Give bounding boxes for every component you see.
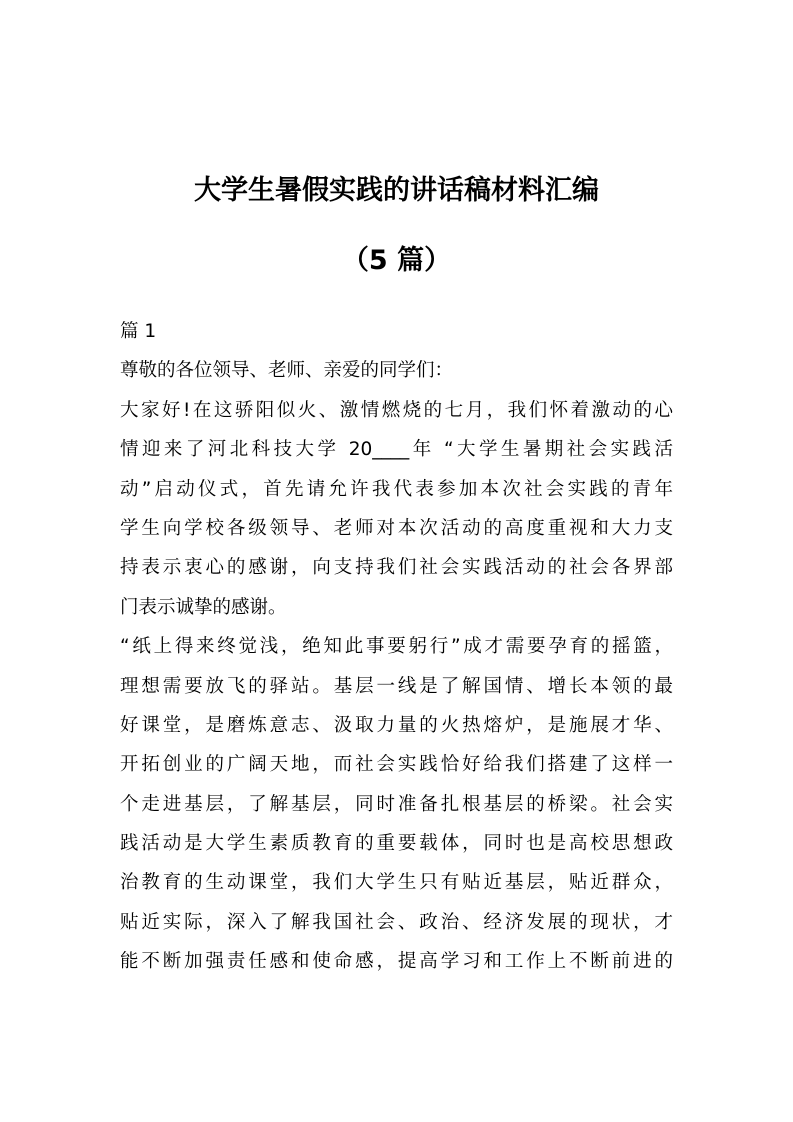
text-line: 门表示诚挚的感谢。 — [120, 596, 287, 618]
text-line: 践活动是大学生素质教育的重要载体，同时也是高校思想政 — [120, 833, 673, 855]
text-line: 好课堂，是磨炼意志、汲取力量的火热熔炉，是施展才华、 — [120, 714, 673, 736]
document-subtitle: （5 篇） — [341, 245, 452, 276]
text-line: 大家好!在这骄阳似火、激情燃烧的七月，我们怀着激动的心 — [120, 399, 673, 421]
text-line: 个走进基层，了解基层，同时准备扎根基层的桥梁。社会实 — [120, 793, 673, 815]
text-line: 学生向学校各级领导、老师对本次活动的高度重视和大力支 — [120, 517, 673, 539]
text-line: 持表示衷心的感谢，向支持我们社会实践活动的社会各界部 — [120, 557, 673, 579]
text-line: 开拓创业的广阔天地，而社会实践恰好给我们搭建了这样一 — [120, 754, 673, 776]
paragraph-2 — [120, 627, 673, 982]
paragraph-1 — [120, 391, 673, 627]
text-line: 情迎来了河北科技大学 20____年 “大学生暑期社会实践活 — [120, 439, 673, 461]
text-line: 贴近实际，深入了解我国社会、政治、经济发展的现状，才 — [120, 911, 673, 933]
text-line: 动”启动仪式，首先请允许我代表参加本次社会实践的青年 — [120, 478, 673, 500]
text-line: 理想需要放飞的驿站。基层一线是了解国情、增长本领的最 — [120, 675, 673, 697]
text-line: 治教育的生动课堂，我们大学生只有贴近基层，贴近群众， — [120, 872, 673, 894]
text-line: 能不断加强责任感和使命感，提高学习和工作上不断前进的 — [120, 951, 673, 973]
salutation: 尊敬的各位领导、老师、亲爱的同学们： — [120, 360, 454, 382]
text-line: “纸上得来终觉浅，绝知此事要躬行”成才需要孕育的摇篮， — [120, 636, 673, 658]
section-label: 篇 1 — [120, 321, 157, 342]
document-title: 大学生暑假实践的讲话稿材料汇编 — [194, 175, 599, 206]
document-body — [120, 312, 673, 982]
